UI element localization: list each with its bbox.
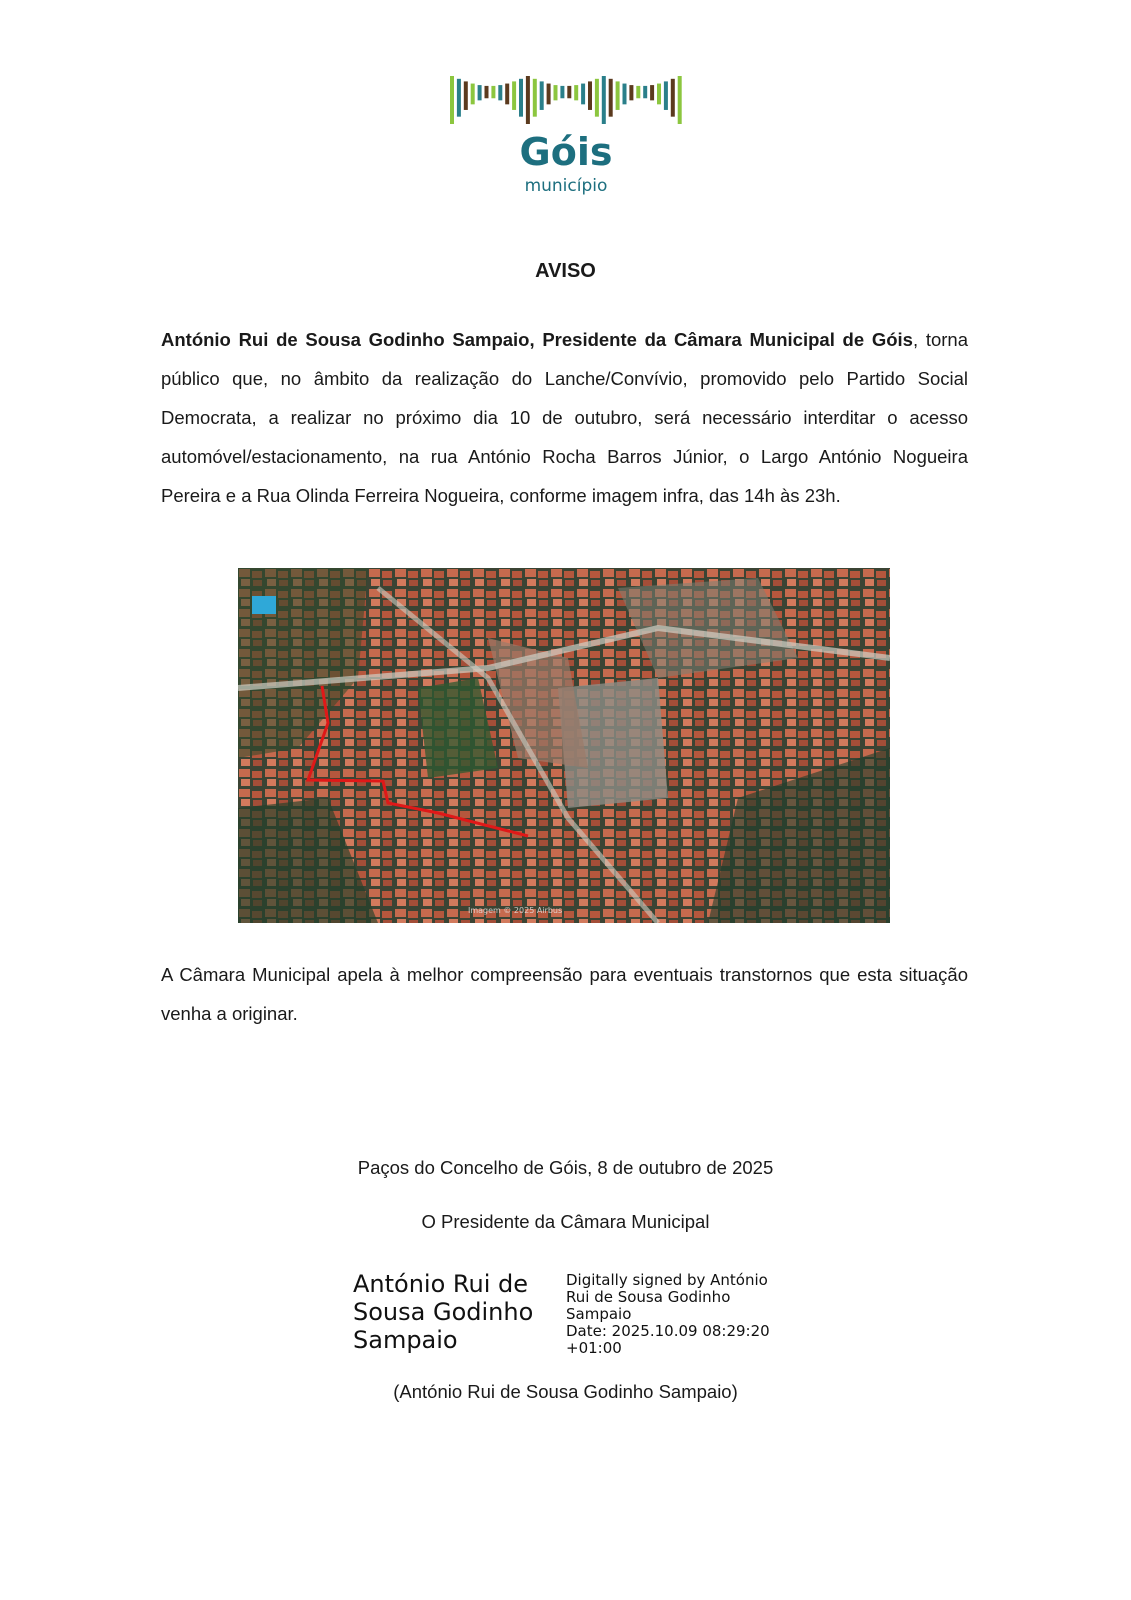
municipality-logo [448, 72, 684, 204]
logo-bar [588, 81, 592, 110]
logo-bar [519, 79, 523, 117]
notice-intro-text: , torna público que, no âmbito da realização do Lanche/Convívio, promovido pelo Partido Social Democrata, a realizar no próximo dia 10 de outubro, será necessário interditar o acesso automóvel/estacionamento, na rua António Rocha Barros Júnior, o Largo António Nogueira Pereira e a Rua Olinda Ferreira Nogueira, conforme imagem infra, das 14h às 23h. [161, 329, 969, 506]
logo-bar [560, 86, 564, 98]
logo-bar [636, 86, 640, 98]
logo-bar [616, 81, 620, 110]
logo-bar [671, 79, 675, 117]
logo-bar [512, 81, 516, 110]
logo-bar [457, 79, 461, 117]
bridge-logo-icon [448, 72, 684, 128]
digital-signature-line: Rui de Sousa Godinho [566, 1288, 731, 1306]
logo-bar [574, 85, 578, 100]
logo-bar [629, 85, 633, 100]
notice-intro-bold: António Rui de Sousa Godinho Sampaio, Presidente da Câmara Municipal de Góis [161, 329, 913, 350]
aerial-map-image [238, 568, 890, 923]
signature-name-line: Sampaio [353, 1326, 458, 1354]
logo-bar [471, 84, 475, 105]
signature-name-block [353, 1270, 553, 1354]
logo-bar [547, 84, 551, 105]
logo-bar [650, 85, 654, 100]
closing-paragraph: A Câmara Municipal apela à melhor compreensão para eventuais transtornos que esta situação venha a originar. [161, 964, 968, 1024]
logo-name: Góis [519, 130, 613, 174]
logo-bar [602, 76, 606, 124]
logo-bar [485, 86, 489, 98]
logo-bar [526, 76, 530, 124]
signer-role: O Presidente da Câmara Municipal [421, 1211, 710, 1232]
logo-bar [533, 79, 537, 117]
signature-name-line: Sousa Godinho [353, 1298, 534, 1326]
logo-bar [498, 85, 502, 100]
logo-bar [581, 84, 585, 105]
signature-name-line: António Rui de [353, 1270, 529, 1298]
logo-subtitle: município [524, 176, 608, 196]
logo-bar [464, 81, 468, 110]
logo-bar [554, 85, 558, 100]
logo-bar [623, 84, 627, 105]
digital-signature-line: Digitally signed by António [566, 1271, 768, 1289]
logo-bar [478, 85, 482, 100]
logo-bar [505, 84, 509, 105]
logo-bar [491, 86, 495, 98]
digital-signature-details [566, 1272, 786, 1357]
digital-signature-line: +01:00 [566, 1339, 622, 1357]
logo-bar [664, 81, 668, 110]
map-watermark: Imagem © 2025 Airbus [468, 906, 563, 915]
logo-bar [450, 76, 454, 124]
digital-signature-line: Date: 2025.10.09 08:29:20 [566, 1322, 770, 1340]
logo-bar [540, 81, 544, 110]
logo-bar [657, 84, 661, 105]
signer-name-parenthetical: (António Rui de Sousa Godinho Sampaio) [393, 1381, 738, 1402]
aerial-map-graphic [238, 568, 890, 923]
logo-bar [643, 86, 647, 98]
page-title: AVISO [535, 260, 596, 282]
logo-bar [567, 86, 571, 98]
notice-paragraph [161, 320, 968, 515]
place-date: Paços do Concelho de Góis, 8 de outubro de 2025 [357, 1157, 774, 1178]
digital-signature-line: Sampaio [566, 1305, 632, 1323]
logo-bar [678, 76, 682, 124]
logo-bar [595, 79, 599, 117]
logo-bar [609, 79, 613, 117]
